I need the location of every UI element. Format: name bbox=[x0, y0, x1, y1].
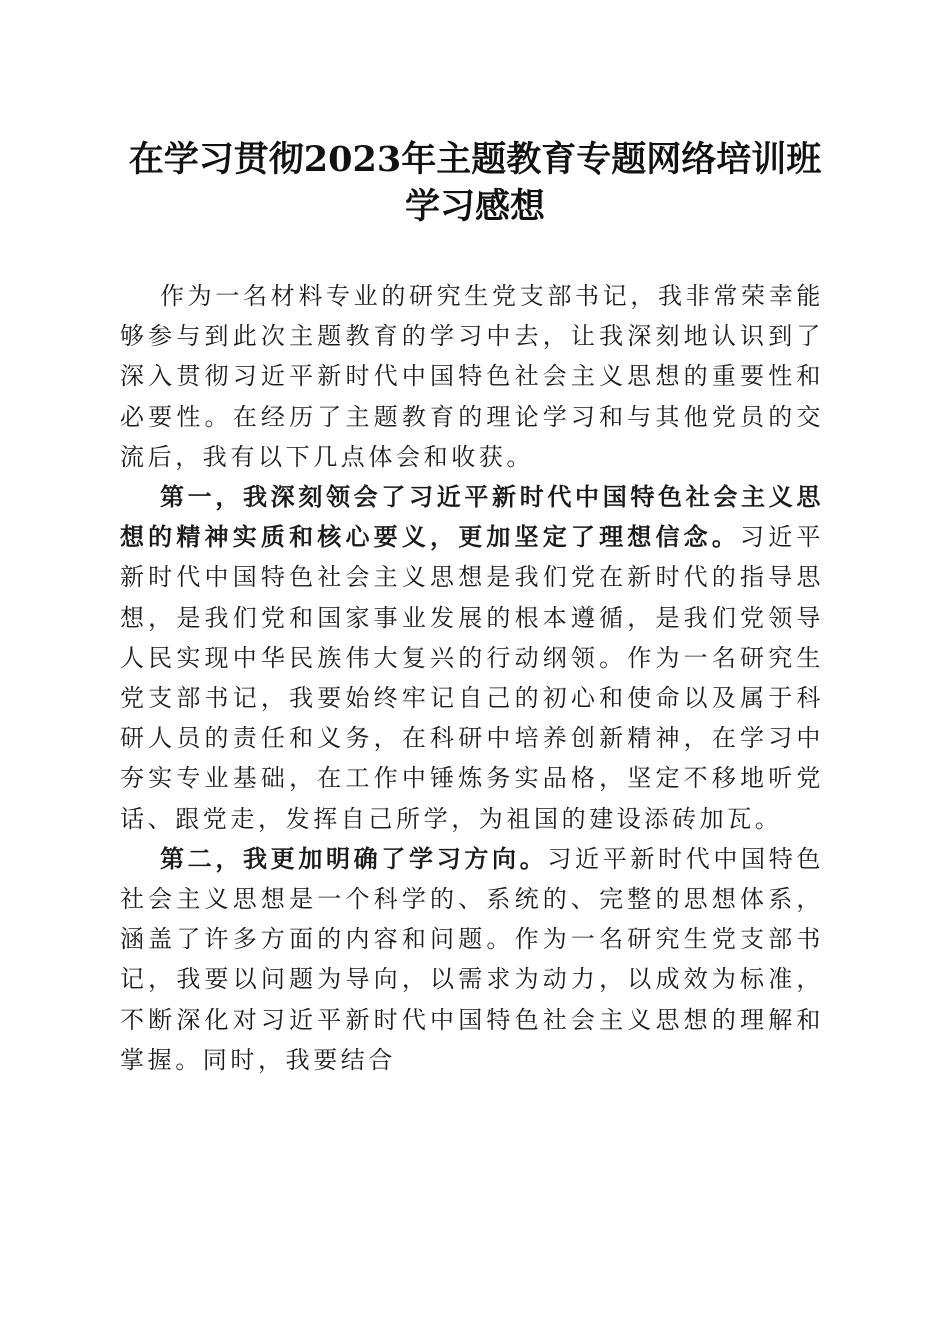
paragraph-point-2-text: 习近平新时代中国特色社会主义思想是一个科学的、系统的、完整的思想体系，涵盖了许多方面的内容和问题。作为一名研究生党支部书记，我要以问题为导向，以需求为动力，以成效为标准，不断深化对习近平新时代中国特色社会主义思想的理解和掌握。同时，我要结合 bbox=[120, 844, 824, 1074]
document-title-line-2: 学习感想 bbox=[404, 186, 545, 227]
paragraph-point-1-text: 习近平新时代中国特色社会主义思想是我们党在新时代的指导思想，是我们党和国家事业发展的根本遵循，是我们党领导人民实现中华民族伟大复兴的行动纲领。作为一名研究生党支部书记，我要始终牢记自己的初心和使命以及属于科研人员的责任和义务，在科研中培养创新精神，在学习中夯实专业基础，在工作中锤炼务实品格，坚定不移地听党话、跟党走，发挥自己所学，为祖国的建设添砖加瓦。 bbox=[120, 523, 824, 833]
paragraph-point-1 bbox=[120, 477, 824, 839]
paragraph-point-2-lead: 第二，我更加明确了学习方向。 bbox=[160, 843, 548, 873]
document-body bbox=[120, 276, 824, 1080]
paragraph-point-2 bbox=[120, 839, 824, 1080]
paragraph-point-1-lead: 第一，我深刻领会了习近平新时代中国特色社会主义思想的精神实质和核心要义，更加坚定了理想信念。 bbox=[120, 482, 824, 552]
paragraph-intro bbox=[120, 276, 824, 477]
paragraph-intro-text: 作为一名材料专业的研究生党支部书记，我非常荣幸能够参与到此次主题教育的学习中去，让我深刻地认识到了深入贯彻习近平新时代中国特色社会主义思想的重要性和必要性。在经历了主题教育的理论学习和与其他党员的交流后，我有以下几点体会和收获。 bbox=[120, 282, 824, 471]
document-title-line-1: 在学习贯彻2023年主题教育专题网络培训班 bbox=[128, 139, 822, 180]
